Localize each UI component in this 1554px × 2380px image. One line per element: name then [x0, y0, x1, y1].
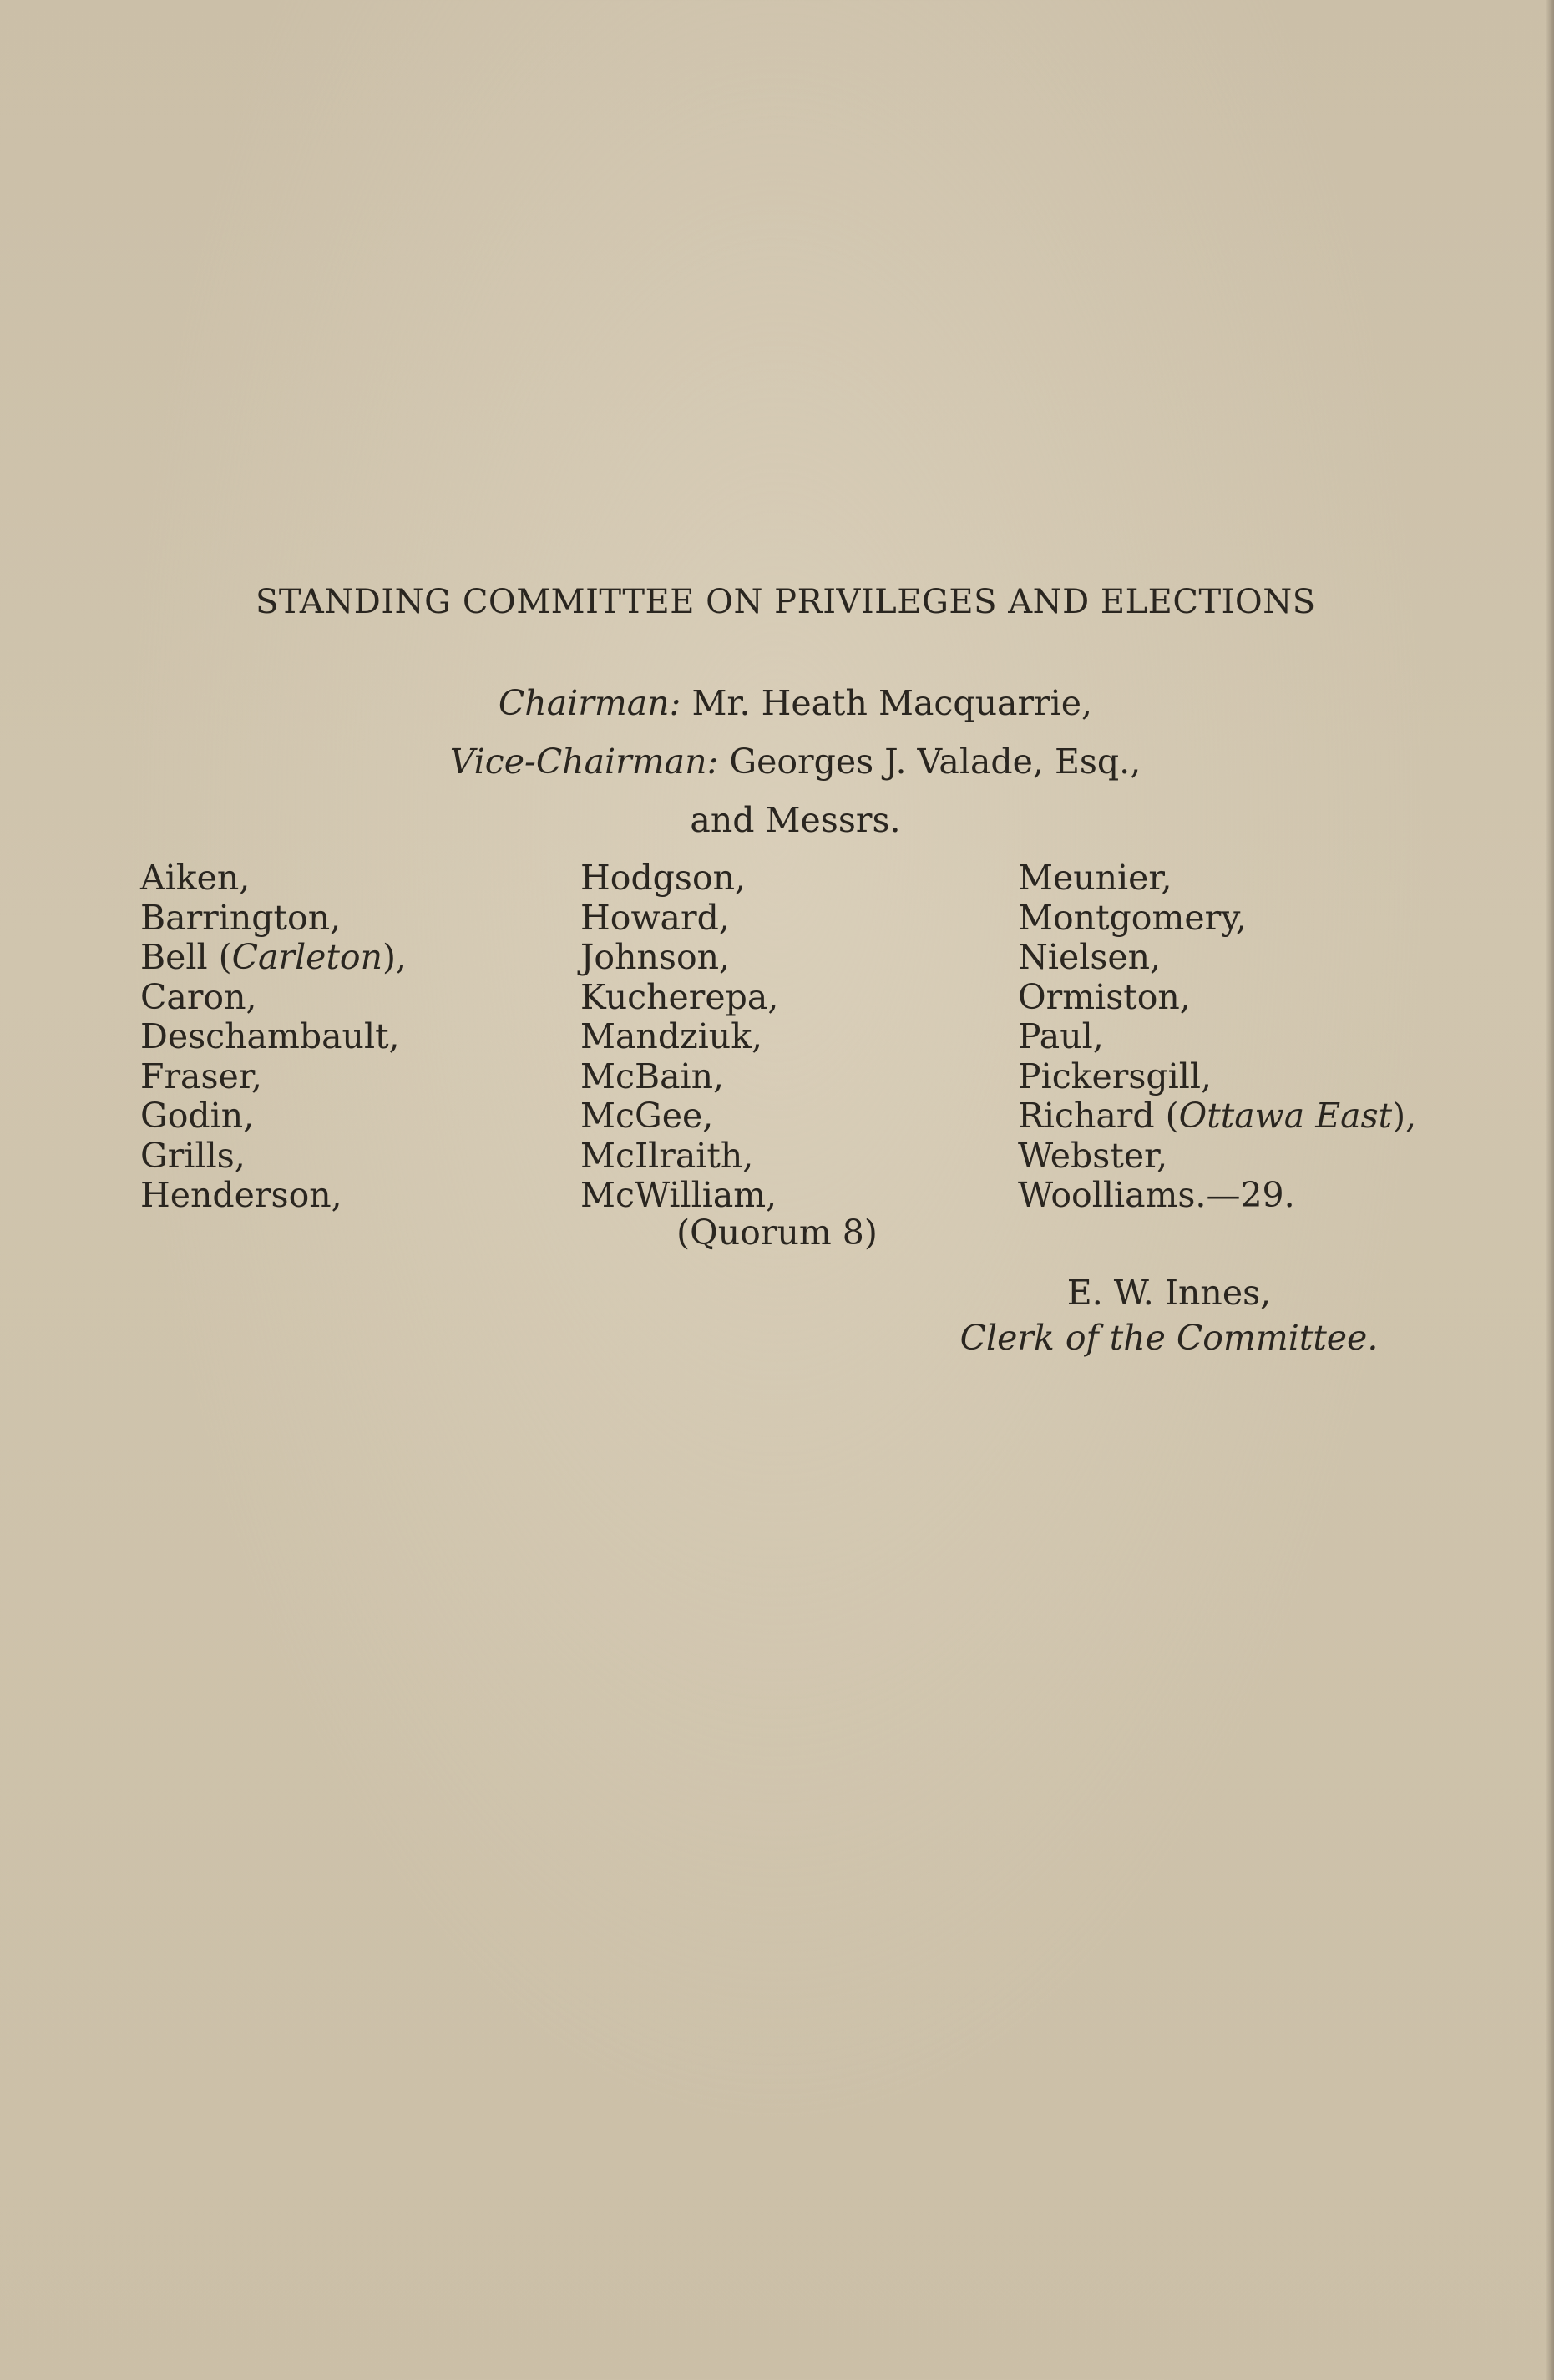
member-name: Mandziuk,: [580, 1016, 763, 1056]
quorum-note: (Quorum 8): [676, 1213, 878, 1253]
members-column-3: [1018, 858, 1416, 1216]
member-name: Godin,: [140, 1096, 255, 1136]
member-suffix: ),: [1392, 1096, 1417, 1136]
member-name: Paul,: [1018, 1016, 1104, 1056]
member-name: Johnson,: [580, 937, 731, 977]
members-column-2: [580, 858, 778, 1216]
vice-chairman-line: [18, 742, 1554, 782]
member-name: McIlraith,: [580, 1135, 754, 1176]
member-name: Howard,: [580, 897, 730, 938]
member-name: Montgomery,: [1018, 897, 1247, 938]
member-name: Barrington,: [140, 897, 342, 938]
member-name: Caron,: [140, 976, 257, 1017]
members-column-1: [140, 858, 407, 1216]
member-name: Hodgson,: [580, 858, 747, 898]
vice-chairman-name: Georges J. Valade, Esq.,: [729, 742, 1141, 782]
member-name: McGee,: [580, 1096, 714, 1136]
member-riding: Carleton: [231, 937, 383, 977]
vice-chairman-label: Vice-Chairman:: [449, 742, 719, 782]
committee-heading: STANDING COMMITTEE ON PRIVILEGES AND ELECTIONS: [256, 583, 1316, 621]
and-messrs-line: and Messrs.: [690, 800, 901, 840]
clerk-name: E. W. Innes,: [1066, 1273, 1272, 1313]
member-name: McBain,: [580, 1056, 725, 1096]
member-name: Meunier,: [1018, 858, 1172, 898]
member-name: Kucherepa,: [580, 976, 779, 1017]
member-name: Woolliams.—29.: [1018, 1175, 1295, 1215]
member-name: Deschambault,: [140, 1016, 400, 1056]
member-suffix: ),: [382, 937, 407, 977]
member-name: McWilliam,: [580, 1175, 777, 1215]
chairman-name: Mr. Heath Macquarrie,: [691, 683, 1093, 723]
member-name: Aiken,: [140, 858, 251, 898]
chairman-label: Chairman:: [498, 683, 681, 723]
member-name: Ormiston,: [1018, 976, 1191, 1017]
member-name: [1018, 1096, 1416, 1137]
member-surname: Bell (: [140, 937, 232, 977]
member-name: Fraser,: [140, 1056, 262, 1096]
chairman-line: [18, 683, 1554, 723]
member-name: [140, 938, 407, 978]
page-edge-shadow: [1546, 0, 1554, 2380]
member-surname: Richard (: [1018, 1096, 1179, 1136]
member-riding: Ottawa East: [1178, 1096, 1393, 1136]
clerk-title: Clerk of the Committee.: [959, 1318, 1379, 1358]
member-name: Pickersgill,: [1018, 1056, 1212, 1096]
member-name: Grills,: [140, 1135, 246, 1176]
member-name: Nielsen,: [1018, 937, 1162, 977]
member-name: Henderson,: [140, 1175, 342, 1215]
member-name: Webster,: [1018, 1135, 1168, 1176]
